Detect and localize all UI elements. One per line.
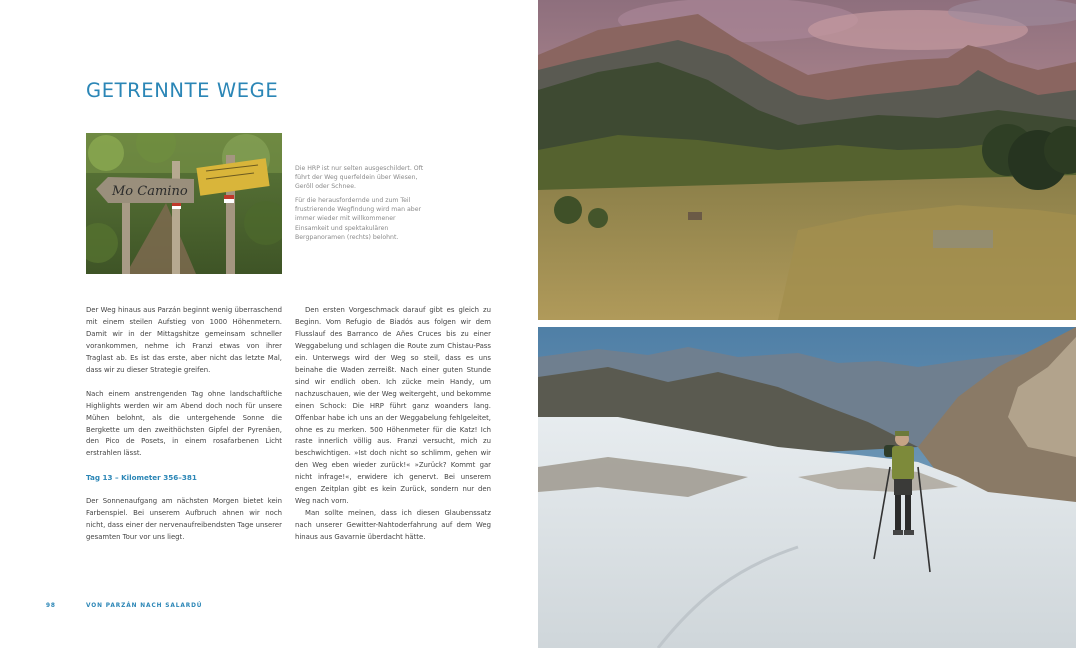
body-paragraph: Der Sonnenaufgang am nächsten Morgen bietet kein Farbenspiel. Bei unserem Aufbruch ahnen wir noch nicht, dass einer der nervenaufreibendsten Tage unserer gesamten Tour vor uns liegt. — [86, 497, 282, 542]
page-number: 98 — [46, 603, 56, 609]
text-column-right — [295, 305, 491, 544]
caption-paragraph: Für die herausfordernde und zum Teil frustrierende Wegfindung wird man aber immer wieder mit willkommener Einsamkeit und spektakulären Bergpanoramen (rechts) belohnt. — [295, 197, 422, 241]
day-subheading: Tag 13 – Kilometer 356–381 — [86, 473, 197, 483]
trail-sign-photo — [86, 133, 282, 274]
body-paragraph: Den ersten Vorgeschmack darauf gibt es gleich zu Beginn. Vom Refugio de Biadós aus folgen wir dem Flusslauf des Barranco de Añes Cruces bis zu einer Weggabelung und schlagen die Route zum Chistau-Pass ein. Unterwegs wird der Weg so steil, dass es uns beinahe die Waden zerreißt. Nach einer guten Stunde sind wir endlich oben. Ich zücke mein Handy, um nachzuschauen, wie der Weg weitergeht, und bekomme einen Schock: Die HRP führt ganz woanders lang. Offenbar habe ich uns an der Weggabelung fehlgeleitet, ohne es zu merken. 500 Höhenmeter für die Katz! Ich raste innerlich völlig aus. Franzi versucht, mich zu beschwichtigen. »Ist doch nicht so schlimm, gehen wir den Weg eben wieder zurück!« »Zurück? Kommt gar nicht infrage!«, erwidere ich genervt. Bei unserem engen Zeitplan gibt es kein Zurück, sondern nur den Weg nach vorn. — [295, 306, 491, 506]
photo-caption — [295, 164, 425, 247]
body-paragraph: Man sollte meinen, dass ich diesen Glaubenssatz nach unserer Gewitter-Nahtoderfahrung auf dem Weg hinaus aus Gavarnie überdacht hätte. — [295, 509, 491, 542]
caption-paragraph: Die HRP ist nur selten ausgeschildert. Oft führt der Weg querfeldein über Wiesen, Geröll oder Schnee. — [295, 165, 424, 191]
body-paragraph: Der Weg hinaus aus Parzán beginnt wenig überraschend mit einem steilen Aufstieg von 1000 Höhenmetern. Damit wir in der Mittagshitze gemeinsam schneller vorankommen, nehme ich Franzi etwas von ihrer Traglast ab. Es ist das erste, aber nicht das letzte Mal, dass wir zu dieser Strategie greifen. — [86, 306, 282, 374]
sign-text: Mo Camino — [112, 184, 188, 199]
chapter-title: GETRENNTE WEGE — [86, 79, 279, 103]
text-column-left — [86, 305, 282, 556]
running-head: VON PARZÁN NACH SALARDÚ — [86, 603, 203, 609]
mountain-sunset-photo — [538, 0, 1076, 320]
hiker-snowfield-photo — [538, 327, 1076, 648]
body-paragraph: Nach einem anstrengenden Tag ohne landschaftliche Highlights werden wir am Abend doch noch für unsere Mühen belohnt, als die untergehende Sonne die Bergkette um den zweithöchsten Gipfel der Pyrenäen, den Pico de Posets, in einem rosafarbenen Licht erstrahlen lässt. — [86, 389, 282, 458]
